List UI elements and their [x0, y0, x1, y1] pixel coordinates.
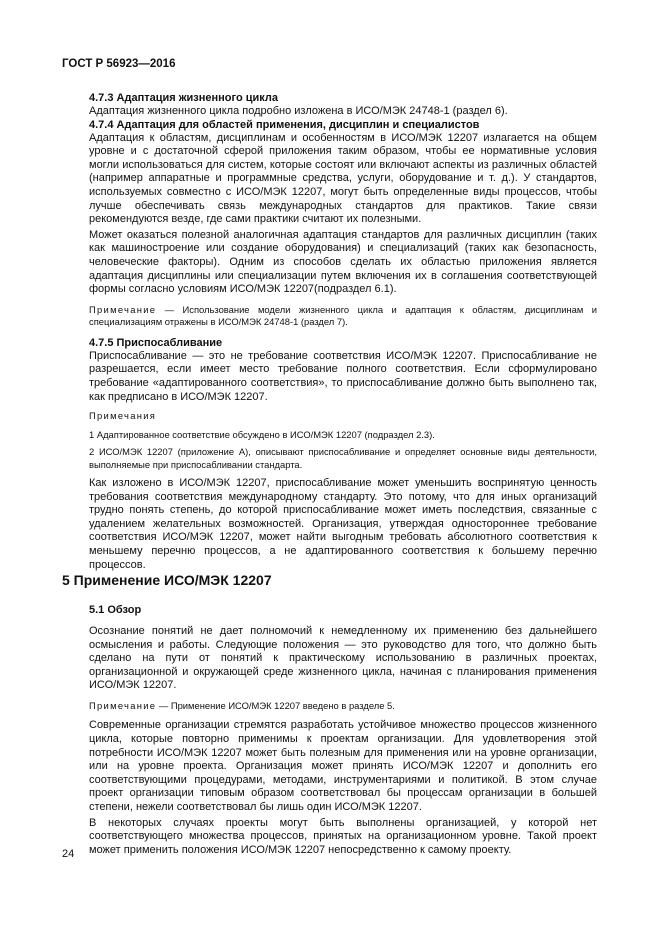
section-5-1-note — [89, 700, 597, 713]
section-4-7-3-paragraph: Адаптация жизненного цикла подробно изложена в ИСО/МЭК 24748-1 (раздел 6). — [89, 105, 508, 117]
section-4-7-5-paragraph-1: Приспосабливание — это не требование соответствия ИСО/МЭК 12207. Приспосабливание не разрешается, если имеет место требование полного соответствия. Если сформулировано требование «адаптированного соответствия», то приспосабливание должно быть выполнено так, как предписано в ИСО/МЭК 12207. — [89, 349, 597, 403]
section-4-7-4-paragraph-1: Адаптация к областям, дисциплинам и особенностям в ИСО/МЭК 12207 излагается на общем уровне и с достаточной сферой приложения таким образом, чтобы ее нормативные условия могли использоваться для систем, которые состоят или включают аспекты из различных областей (например аппаратные и программные средства, услуги, оборудование и т. д.). У стандартов, используемых совместно с ИСО/МЭК 12207, могут быть определенные виды процессов, чтобы лучше обеспечивать связь международных стандартов для практиков. Такие связи рекомендуются везде, где сами практики считают их полезными. — [89, 131, 597, 226]
section-4-7-body — [89, 92, 597, 572]
note-label: Примечание — [89, 699, 157, 711]
section-4-7-5-title: 4.7.5 Приспосабливание — [89, 336, 223, 349]
section-4-7-3-title: 4.7.3 Адаптация жизненного цикла — [89, 92, 278, 104]
note-label: Примечание — [89, 303, 157, 315]
section-5-title: 5 Применение ИСО/МЭК 12207 — [62, 572, 272, 588]
section-4-7-5-paragraph-2: Как изложено в ИСО/МЭК 12207, приспосабливание может уменьшить воспринятую ценность требования соответствия международному стандарту. Это потому, что для иных организаций трудно понять степень, до которой приспосабливание может иметь последствия, связанные с удалением желательных возможностей. Организация, утверждая одностороннее требование соответствия ИСО/МЭК 12207, может найти выгодным требовать абсолютного соответствия к меньшему перечню процессов, а не адаптированного соответствия к большему перечню процессов. — [89, 477, 597, 571]
section-5-1-paragraph-3: В некоторых случаях проекты могут быть выполнены организацией, у которой нет соответствующего множества процессов, принятых на организационном уровне. Такой проект может применить положения ИСО/МЭК 12207 непосредственно к самому проекту. — [89, 816, 597, 856]
page-number: 24 — [62, 848, 75, 860]
note-text: — Использование модели жизненного цикла и адаптация к областям, дисциплинам и специализациям отражены в ИСО/МЭК 24748-1 (раздел 7). — [89, 303, 597, 328]
section-4-7-4-note — [89, 304, 597, 329]
section-5-1-paragraph-1: Осознание понятий не дает полномочий к немедленному их применению без дальнейшего осмысления и работы. Следующие положения — это руководство для того, что должно быть сделано на пути от понятий к практическому использованию в различных проектах, организационной и окружающей среде жизненного цикла, начиная с планирования применения ИСО/МЭК 12207. — [89, 625, 597, 692]
section-4-7-4-title: 4.7.4 Адаптация для областей применения, дисциплин и специалистов — [89, 118, 480, 131]
section-5-1-body — [89, 604, 597, 857]
section-4-7-5-note-1: 1 Адаптированное соответствие обсуждено в ИСО/МЭК 12207 (подраздел 2.3). — [89, 428, 435, 440]
section-5-1-title: 5.1 Обзор — [89, 604, 142, 616]
section-4-7-5-note-2: 2 ИСО/МЭК 12207 (приложение А), описывают приспосабливание и определяет основные виды деятельности, выполняемые при приспосабливании стандарта. — [89, 446, 597, 470]
section-4-7-4-paragraph-2: Может оказаться полезной аналогичная адаптация стандартов для различных дисциплин (таких как машиностроение или создание оборудования) и специализаций (таких как безопасность, человеческие факторы). Одним из способов сделать их областью приложения является адаптация дисциплины или специализации путем включения их в соглашения соответствующей формы согласно условиям ИСО/МЭК 12207(подраздел 6.1). — [89, 228, 597, 296]
document-header: ГОСТ Р 56923—2016 — [62, 58, 176, 70]
note-text: — Применение ИСО/МЭК 12207 введено в разделе 5. — [156, 699, 395, 711]
section-5-1-paragraph-2: Современные организации стремятся разработать устойчивое множество процессов жизненного цикла, которые повторно применимы к проектам организации. Для удовлетворения этой потребности ИСО/МЭК 12207 может быть полезным для применения или на уровне организации, или на уровне проекта. Организация может принять ИСО/МЭК 12207 и дополнить его соответствующими процедурами, методами, инструментариями и политикой. В этом случае проект организации типовым образом соответствовал бы процессам организации в большей степени, нежели соответствовал бы лишь один ИСО/МЭК 12207. — [89, 719, 597, 814]
section-4-7-5-notes-label: Примечания — [89, 410, 157, 422]
